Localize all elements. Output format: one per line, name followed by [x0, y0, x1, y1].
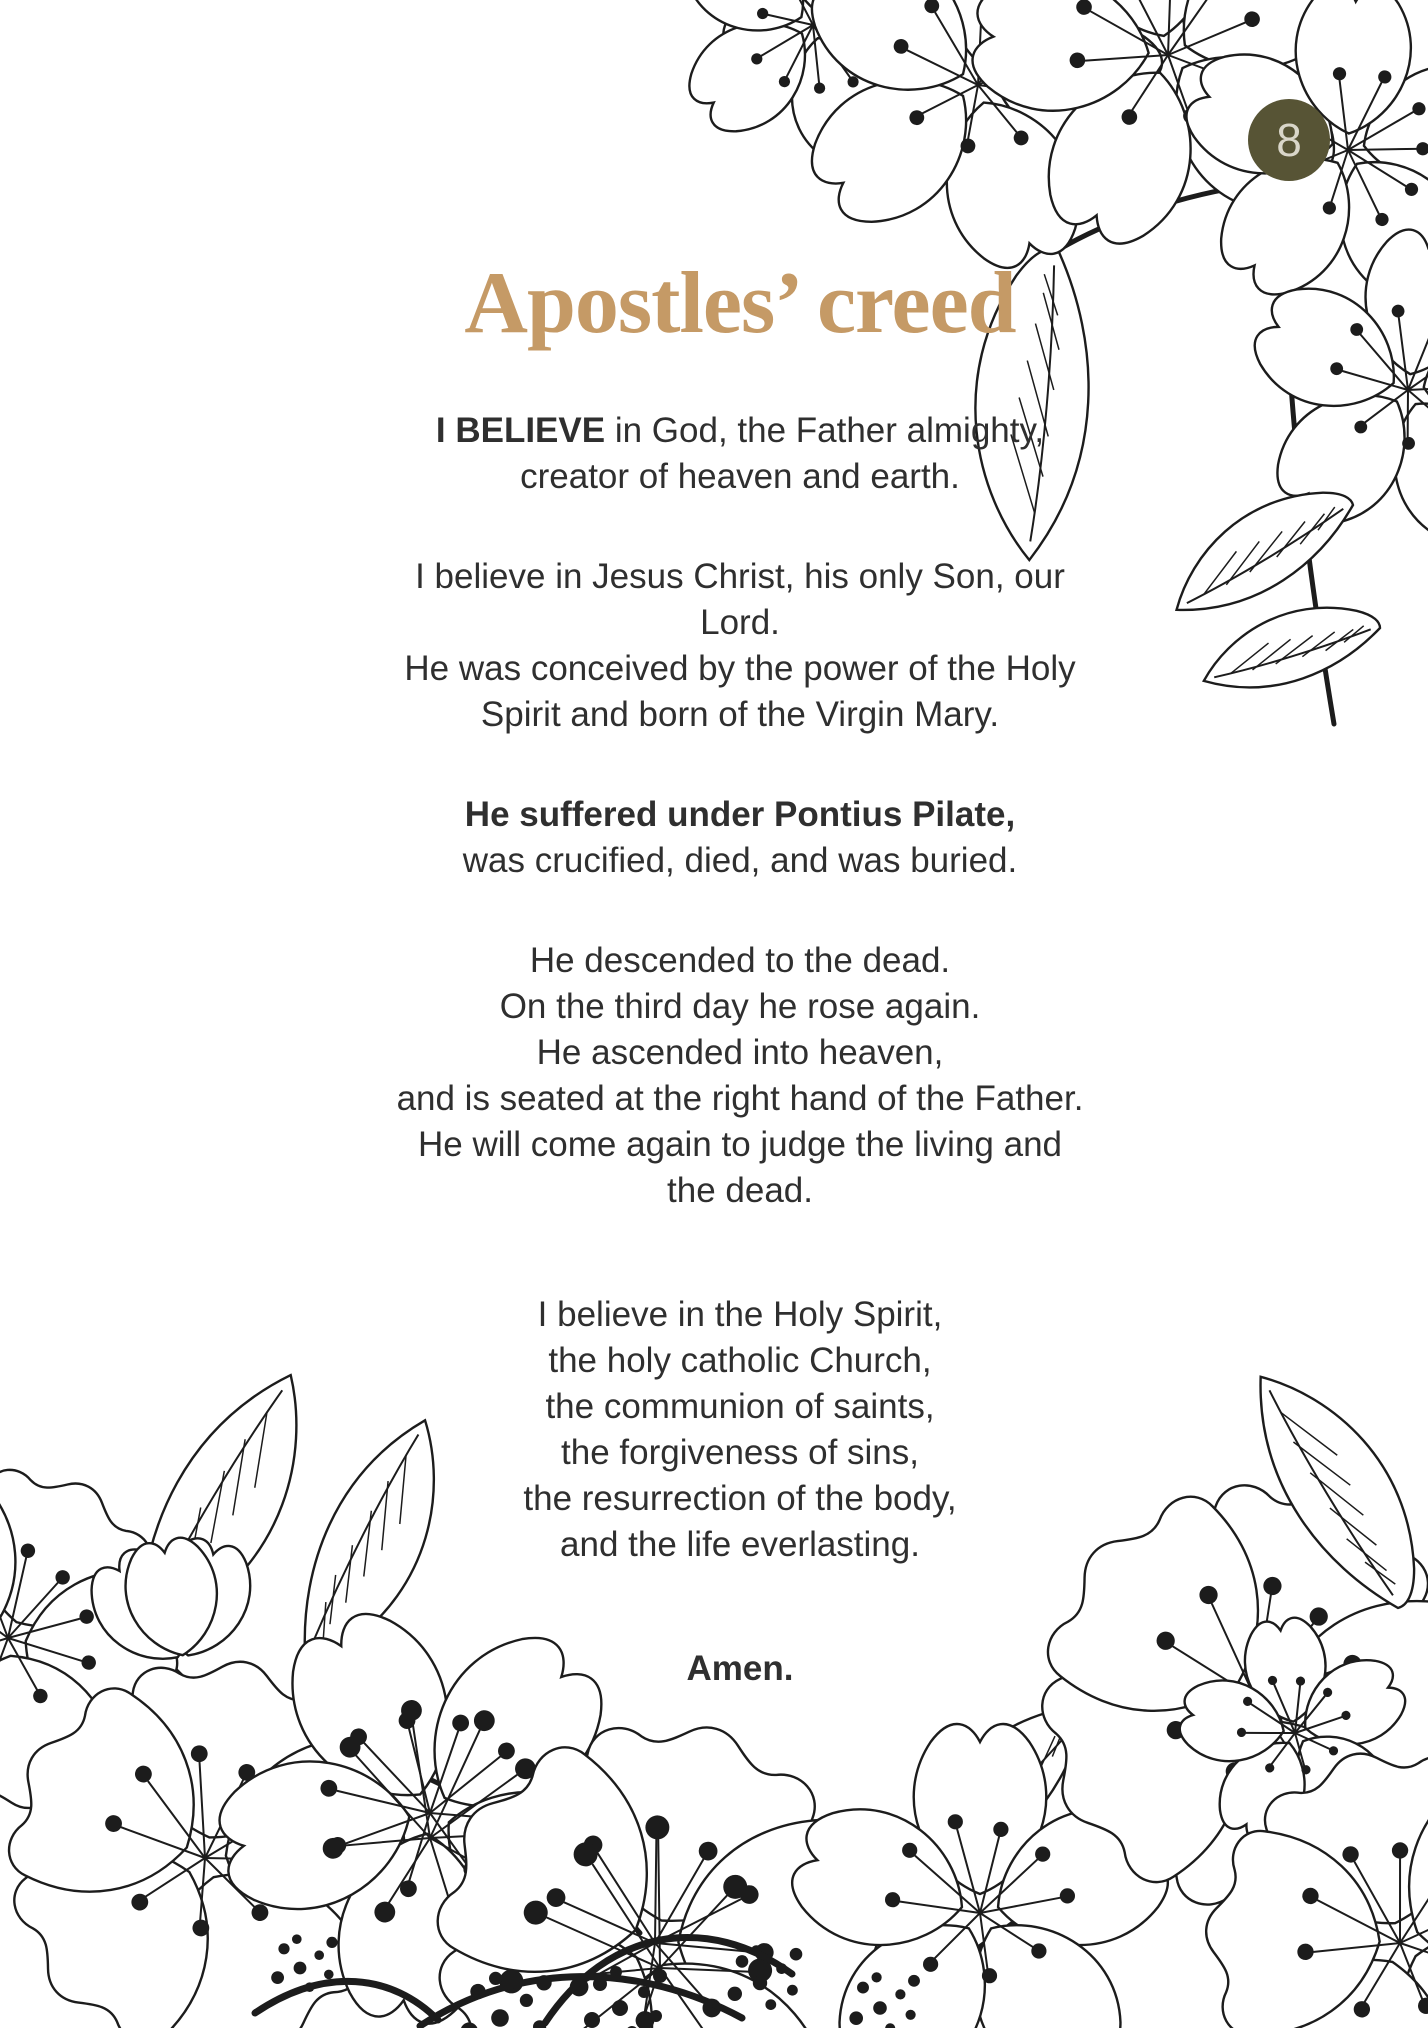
creed-line: and the life everlasting. [560, 1525, 920, 1564]
creed-line: creator of heaven and earth. [520, 457, 960, 496]
creed-line [180, 408, 1300, 454]
creed-paragraph-4 [180, 938, 1300, 1214]
creed-paragraph-2 [180, 554, 1300, 738]
creed-line: I believe in the Holy Spirit, [537, 1295, 943, 1334]
creed-line: He suffered under Pontius Pilate, [464, 795, 1016, 834]
creed-line: He was conceived by the power of the Holy [404, 649, 1076, 688]
creed-line: He will come again to judge the living and [418, 1125, 1062, 1164]
creed-line: and is seated at the right hand of the Father. [396, 1079, 1084, 1118]
creed-line: the communion of saints, [545, 1387, 935, 1426]
creed-line: Lord. [700, 603, 780, 642]
page-title: Apostles’ creed [464, 255, 1016, 352]
creed-paragraph-5 [180, 1292, 1300, 1568]
creed-line: I believe in Jesus Christ, his only Son, our [415, 557, 1065, 596]
page-number: 8 [1276, 114, 1302, 166]
creed-paragraph-1 [180, 408, 1300, 500]
creed-line: the dead. [667, 1171, 813, 1210]
creed-line: Spirit and born of the Virgin Mary. [480, 695, 1000, 734]
creed-line: was crucified, died, and was buried. [462, 841, 1018, 880]
creed-line: He descended to the dead. [529, 941, 951, 980]
creed-line: On the third day he rose again. [499, 987, 981, 1026]
creed-amen: Amen. [686, 1649, 794, 1688]
creed-line: the holy catholic Church, [548, 1341, 932, 1380]
creed-line: the resurrection of the body, [523, 1479, 957, 1518]
page-number-badge [1248, 99, 1330, 181]
creed-paragraph-3 [180, 792, 1300, 884]
creed-line-bold: I BELIEVE [435, 411, 606, 450]
creed-line-rest: in God, the Father almighty, [605, 411, 1045, 450]
creed-line: the forgiveness of sins, [561, 1433, 919, 1472]
creed-text [180, 408, 1300, 1746]
creed-line: He ascended into heaven, [536, 1033, 944, 1072]
